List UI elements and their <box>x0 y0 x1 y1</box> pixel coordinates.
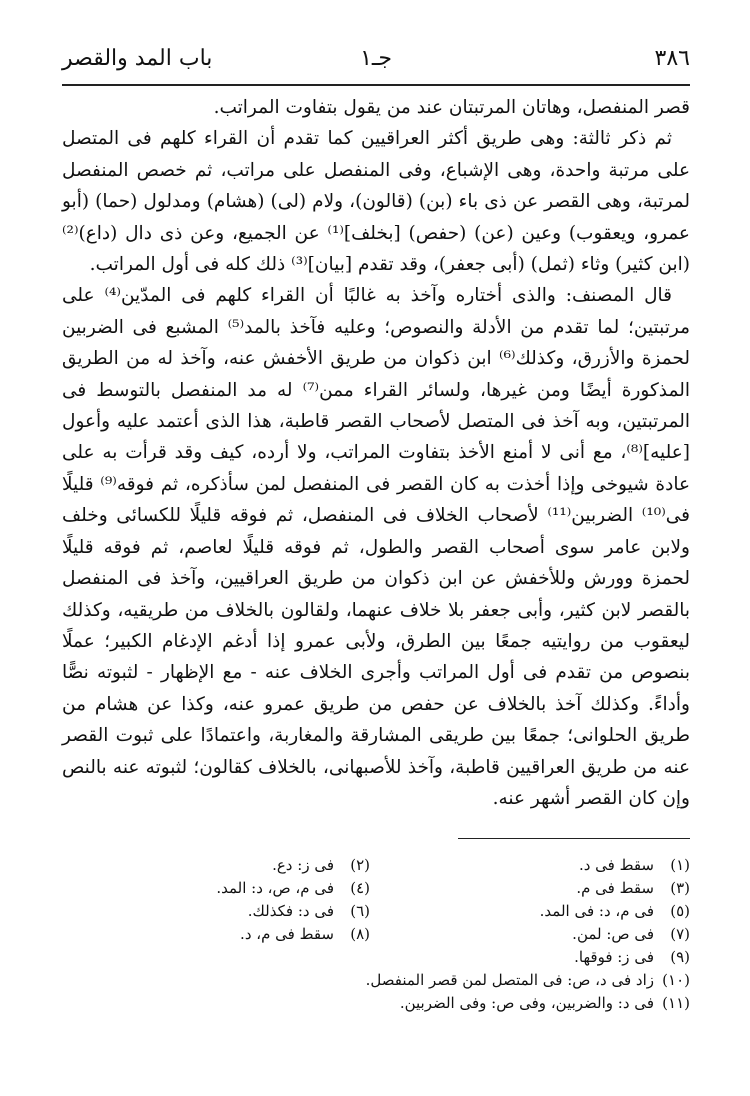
footnote-number: (٧) <box>670 925 690 943</box>
footnote-item <box>390 900 690 922</box>
footnote-number: (١١) <box>662 994 690 1012</box>
footnote-number: (١) <box>670 856 690 874</box>
footnote-item <box>390 923 690 945</box>
body-paragraph: ثم ذكر ثالثة: وهى طريق أكثر العراقيين كما تقدم أن القراء كلهم فى المتصل على مرتبة واحدة، وهى الإشباع، وفى المنفصل على مراتب، ثم خصص المنفصل لمرتبة، وهى القصر عن ذى باء (بن) (قالون)، ولام (لى) (هشام) ومدلول (حما) (أبو عمرو، ويعقوب) وعين (عن) (حفص) [بخلف]⁽¹⁾ عن الجميع، وعن ذى دال (داع)⁽²⁾ (ابن كثير) وثاء (ثمل) (أبى جعفر)، وقد تقدم [بيان]⁽³⁾ ذلك كله فى أول المراتب. <box>62 128 690 276</box>
footnote-text: سقط فى د. <box>578 856 654 874</box>
footnote-number: (٢) <box>350 856 370 874</box>
footnote-number: (٩) <box>670 948 690 966</box>
footnote-text: سقط فى م، د. <box>240 925 334 943</box>
footnote-number: (٤) <box>350 879 370 897</box>
footnote-number: (٦) <box>350 902 370 920</box>
footnote-text: سقط فى م. <box>576 879 654 897</box>
footnote-item <box>390 992 690 1014</box>
footnote-text: فى ز: دع. <box>272 856 334 874</box>
footnote-text: فى م، ص، د: المد. <box>216 879 334 897</box>
footnote-item <box>70 900 370 922</box>
main-text <box>62 92 690 814</box>
footnote-text: فى د: والضربين، وفى ص: وفى الضربين. <box>399 994 654 1012</box>
footnote-text: فى د: فكذلك. <box>247 902 334 920</box>
body-paragraph: قصر المنفصل، وهاتان المرتبتان عند من يقول بتفاوت المراتب. <box>213 97 690 118</box>
header-rule <box>62 84 690 86</box>
running-header <box>62 44 690 84</box>
footnote-text: فى ز: فوقها. <box>574 948 654 966</box>
footnote-item <box>390 877 690 899</box>
chapter-title: باب المد والقصر <box>62 46 213 71</box>
footnote-number: (٥) <box>670 902 690 920</box>
footnote-text: فى ص: لمن. <box>572 925 654 943</box>
footnote-item <box>70 877 370 899</box>
footnote-item <box>70 854 370 876</box>
volume-label: جـ١ <box>360 46 392 71</box>
footnote-text: فى م، د: فى المد. <box>539 902 654 920</box>
footnote-item <box>390 854 690 876</box>
footnote-number: (١٠) <box>662 971 690 989</box>
footnote-separator <box>458 838 690 839</box>
page-number: ٣٨٦ <box>654 46 690 71</box>
footnote-text: زاد فى د، ص: فى المتصل لمن قصر المنفصل. <box>365 971 654 989</box>
footnote-number: (٣) <box>670 879 690 897</box>
body-paragraph: قال المصنف: والذى أختاره وآخذ به غالبًا أن القراء كلهم فى المدّين⁽⁴⁾ على مرتبتين؛ لما تقدم من الأدلة والنصوص؛ وعليه فآخذ بالمد⁽⁵⁾ المشبع فى الضربين لحمزة والأزرق، وكذلك⁽⁶⁾ ابن ذكوان من طريق الأخفش عنه، وآخذ له من الطريق المذكورة أيضًا ومن غيرها، ولسائر القراء ممن⁽⁷⁾ له مد المنفصل بالتوسط فى المرتبتين، وبه آخذ فى المتصل لأصحاب القصر قاطبة، هذا الذى أعتمد عليه وأعول [عليه]⁽⁸⁾، مع أنى لا أمنع الأخذ بتفاوت المراتب، ولا أرده، كيف وقد قرأت به على عادة شيوخى وإذا أخذت به كان القصر فى المنفصل لمن سأذكره، ثم فوقه⁽⁹⁾ قليلًا فى⁽¹⁰⁾ الضربين⁽¹¹⁾ لأصحاب الخلاف فى المنفصل، ثم فوقه قليلًا للكسائى وخلف ولابن عامر سوى أصحاب القصر والطول، ثم فوقه قليلًا لعاصم، ثم فوقه قليلًا لحمزة وورش وللأخفش عن ابن ذكوان من طريق العراقيين، وآخذ فى المنفصل بالقصر لابن كثير، وأبى جعفر بلا خلاف عنهما، ولقالون بالخلاف من طريقيه، وكذلك ليعقوب من روايتيه جمعًا بين الطرق، ولأبى عمرو إذا أدغم الإدغام الكبير؛ عملًا بنصوص من تقدم فى أول المراتب وأجرى الخلاف عنه - مع الإظهار - لثبوته نصًّا وأداءً. وكذلك آخذ بالخلاف عن حفص من طريق عمرو عنه، وكذا عن هشام من طريق الحلوانى؛ جمعًا بين طريقى المشارقة والمغاربة، واعتمادًا على ثبوت القصر عنه من طريق العراقيين قاطبة، وآخذ للأصبهانى، بالخلاف كقالون؛ لثبوته عنه بالنص وإن كان القصر أشهر عنه. <box>62 285 690 809</box>
footnote-item <box>70 923 370 945</box>
footnote-item <box>365 969 690 991</box>
footnote-item <box>390 946 690 968</box>
footnote-number: (٨) <box>350 925 370 943</box>
